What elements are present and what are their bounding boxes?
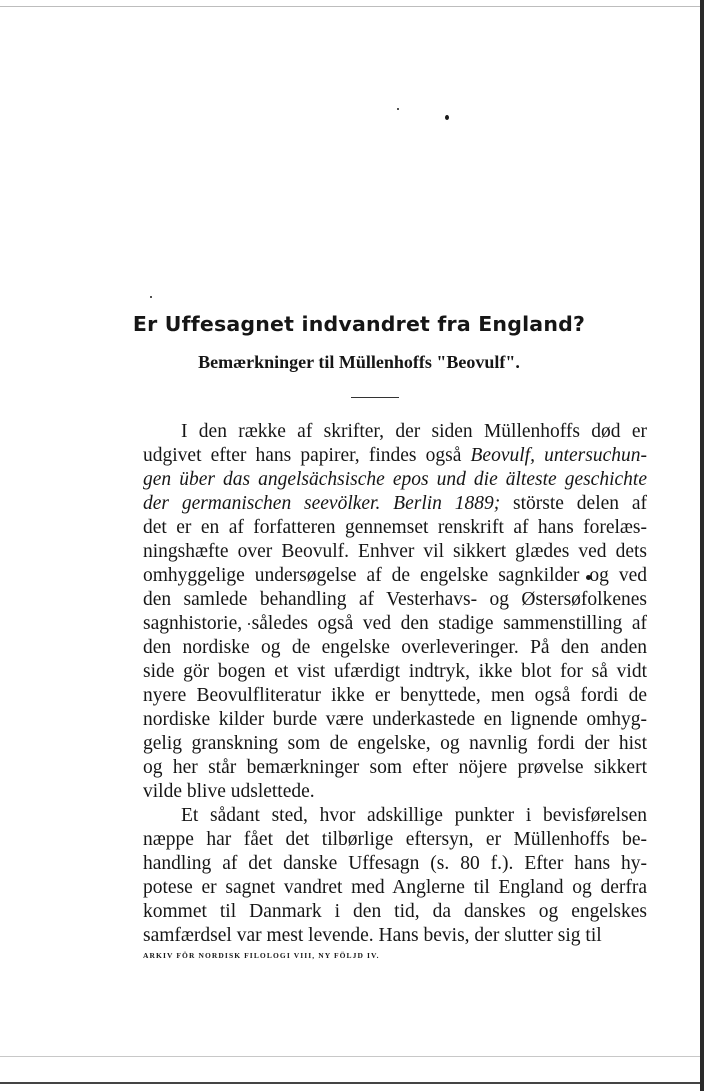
text-segment: störste delen af <box>500 493 647 514</box>
text-line <box>143 924 647 948</box>
article-title: Er Uffesagnet indvandret fra England? <box>132 312 586 336</box>
text-line <box>143 612 647 636</box>
text-line <box>143 804 647 828</box>
text-line <box>143 876 647 900</box>
text-line <box>143 684 647 708</box>
text-segment: Et sådant sted, hvor adskillige punkter i bevisførelsen <box>181 805 647 826</box>
text-segment: den samlede behandling af Vesterhavs- og Østersøfolkenes <box>143 589 647 610</box>
italic-text: gen über das angelsächsische epos und die älteste geschichte <box>143 469 647 490</box>
text-line <box>143 900 647 924</box>
text-segment: sagnhistorie, således også ved den stadige sammenstilling af <box>143 613 647 634</box>
text-line <box>143 564 647 588</box>
footer-signature: ARKIV FÖR NORDISK FILOLOGI VIII, NY FÖLJD IV. <box>143 951 380 960</box>
italic-text: Beovulf, untersuchun- <box>470 445 647 466</box>
text-segment: handling af det danske Uffesagn (s. 80 f.). Efter hans hy- <box>143 853 647 874</box>
text-line <box>143 708 647 732</box>
ink-speck <box>397 108 399 110</box>
ink-speck <box>445 115 449 120</box>
text-line <box>143 852 647 876</box>
scan-bottom-edge <box>0 1082 700 1084</box>
text-segment: det er en af forfatteren gennemset renskrift af hans forelæs- <box>143 517 647 538</box>
text-segment: den nordiske og de engelske overleveringer. På den anden <box>143 637 647 658</box>
text-line <box>143 492 647 516</box>
text-segment: nyere Beovulfliteratur ikke er benyttede, men også fordi de <box>143 685 647 706</box>
text-segment: potese er sagnet vandret med Anglerne til England og derfra <box>143 877 647 898</box>
text-segment: omhyggelige undersøgelse af de engelske sagnkilder og ved <box>143 565 647 586</box>
text-line <box>143 588 647 612</box>
text-line <box>143 828 647 852</box>
italic-text: der germanischen seevölker. Berlin 1889; <box>143 493 501 514</box>
text-line <box>143 756 647 780</box>
text-line <box>143 516 647 540</box>
text-segment: vilde blive udslettede. <box>143 781 315 802</box>
body-text <box>143 420 647 948</box>
page-edge-line <box>0 1056 700 1057</box>
text-segment: kommet til Danmark i den tid, da danskes og engelskes <box>143 901 647 922</box>
text-line <box>143 636 647 660</box>
text-segment: og her står bemærkninger som efter nöjere prøvelse sikkert <box>143 757 647 778</box>
text-line <box>143 468 647 492</box>
scan-right-edge <box>700 0 704 1091</box>
text-segment: I den række af skrifter, der siden Müllenhoffs død er <box>181 421 647 442</box>
text-segment: ningshæfte over Beovulf. Enhver vil sikkert glædes ved dets <box>143 541 647 562</box>
ink-speck <box>150 296 152 298</box>
title-rule <box>351 397 399 398</box>
scan-top-edge <box>0 0 704 7</box>
text-line <box>143 420 647 444</box>
text-line <box>143 780 647 804</box>
text-line <box>143 540 647 564</box>
text-segment: side gör bogen et vist ufærdigt indtryk, ikke blot for så vidt <box>143 661 647 682</box>
text-line <box>143 732 647 756</box>
text-segment: næppe har fået det tilbørlige eftersyn, er Müllenhoffs be- <box>143 829 647 850</box>
text-line <box>143 444 647 468</box>
text-line <box>143 660 647 684</box>
article-subtitle: Bemærkninger til Müllenhoffs "Beovulf". <box>198 352 520 372</box>
text-segment: gelig granskning som de engelske, og navnlig fordi der hist <box>143 733 647 754</box>
text-segment: udgivet efter hans papirer, findes også <box>143 445 471 466</box>
text-segment: samfærdsel var mest levende. Hans bevis, der slutter sig til <box>143 925 602 946</box>
text-segment: nordiske kilder burde være underkastede en lignende omhyg- <box>143 709 647 730</box>
